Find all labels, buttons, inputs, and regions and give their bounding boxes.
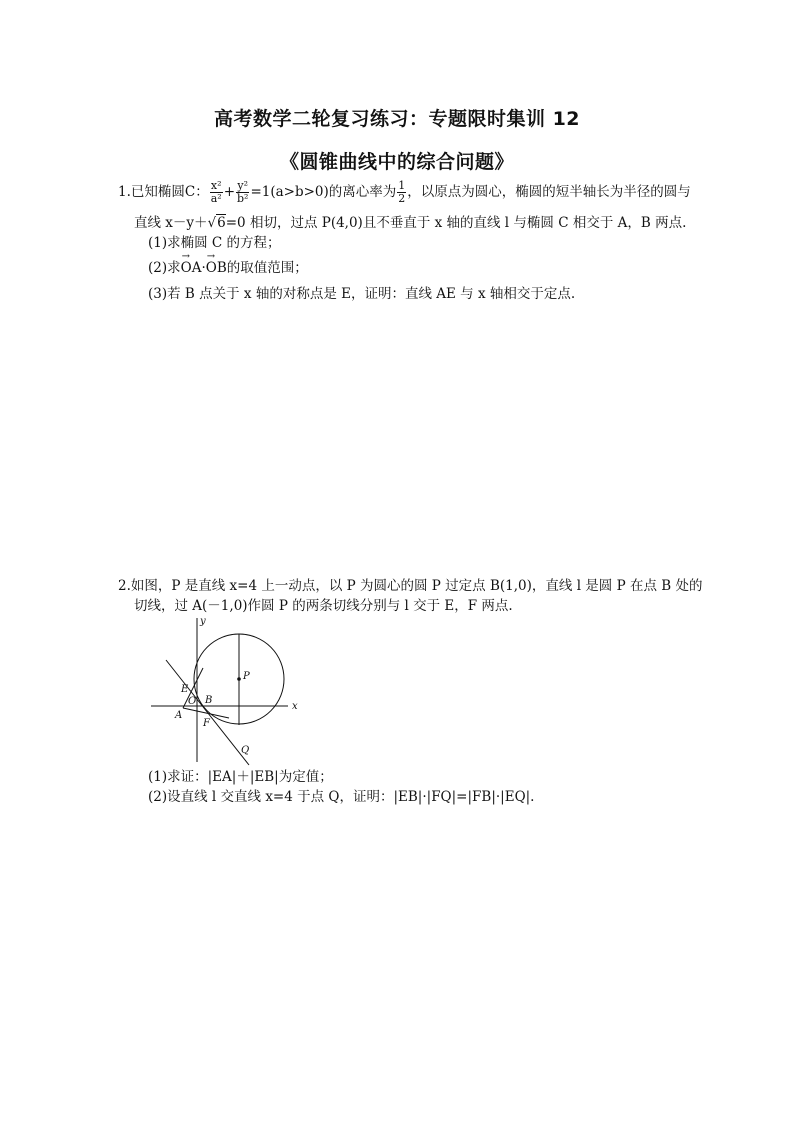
q2-part-1: (1)求证：|EA|＋|EB|为定值；	[148, 769, 333, 785]
q1-intro-rest: ，以原点为圆心，椭圆的短半轴长为半径的圆与	[407, 184, 691, 200]
label-o: O	[188, 696, 197, 707]
q2-line-1: 2.如图，P 是直线 x=4 上一动点，以 P 为圆心的圆 P 过定点 B(1,0)，直线 l 是圆 P 在点 B 处的	[118, 578, 703, 594]
q1-part-1: (1)求椭圆 C 的方程；	[148, 235, 281, 251]
q1-fraction-y-num: y²	[237, 179, 249, 192]
page-subtitle: 《圆锥曲线中的综合问题》	[279, 151, 514, 173]
sqrt-symbol: √	[207, 215, 217, 231]
point-p	[237, 677, 241, 681]
label-a: A	[175, 710, 183, 721]
q1-plus: +	[223, 184, 235, 200]
dot-symbol: ·	[201, 260, 206, 276]
q1-line-1	[118, 180, 691, 205]
q2-part-2: (2)设直线 l 交直线 x=4 于点 Q，证明：|EB|·|FQ|=|FB|·|EQ|.	[148, 789, 535, 805]
vector-oa: → OA	[181, 259, 202, 277]
q1-part-2-a: (2)求	[148, 260, 181, 276]
label-p: P	[243, 671, 250, 682]
geometry-figure	[146, 610, 306, 770]
q1-line-2-b: =0 相切，过点 P(4,0)且不垂直于 x 轴的直线 l 与椭圆 C 相交于 A，B 两点.	[225, 215, 687, 231]
q1-fraction-x	[210, 180, 223, 205]
label-x: x	[292, 701, 298, 712]
q1-sqrt-value: 6	[217, 215, 226, 231]
label-f: F	[203, 718, 210, 729]
q1-fraction-y-den: b²	[237, 192, 249, 205]
q1-condition: =1(a>b>0)的离心率为	[250, 184, 397, 200]
vector-ob: → OB	[206, 259, 227, 277]
label-e: E	[181, 684, 189, 695]
q1-part-3: (3)若 B 点关于 x 轴的对称点是 E，证明：直线 AE 与 x 轴相交于定点.	[148, 286, 576, 302]
page-title: 高考数学二轮复习练习：专题限时集训 12	[213, 108, 581, 130]
q1-intro: 1.已知椭圆C：	[118, 184, 209, 200]
q1-line-2-a: 直线 x－y＋	[134, 215, 208, 231]
label-q: Q	[241, 745, 250, 756]
q1-eccentricity-den: 2	[398, 192, 406, 205]
label-y: y	[200, 616, 206, 627]
q1-part-2-b: 的取值范围；	[226, 260, 308, 276]
q1-fraction-x-num: x²	[210, 179, 222, 192]
q1-eccentricity-num: 1	[398, 179, 406, 192]
q1-fraction-x-den: a²	[210, 192, 222, 205]
q1-part-2	[148, 259, 308, 277]
q1-line-2	[134, 214, 686, 232]
q2-line-2: 切线，过 A(－1,0)作圆 P 的两条切线分别与 l 交于 E，F 两点.	[134, 598, 513, 614]
q1-eccentricity	[397, 180, 406, 205]
q1-fraction-y	[236, 180, 249, 205]
label-b: B	[205, 695, 213, 706]
